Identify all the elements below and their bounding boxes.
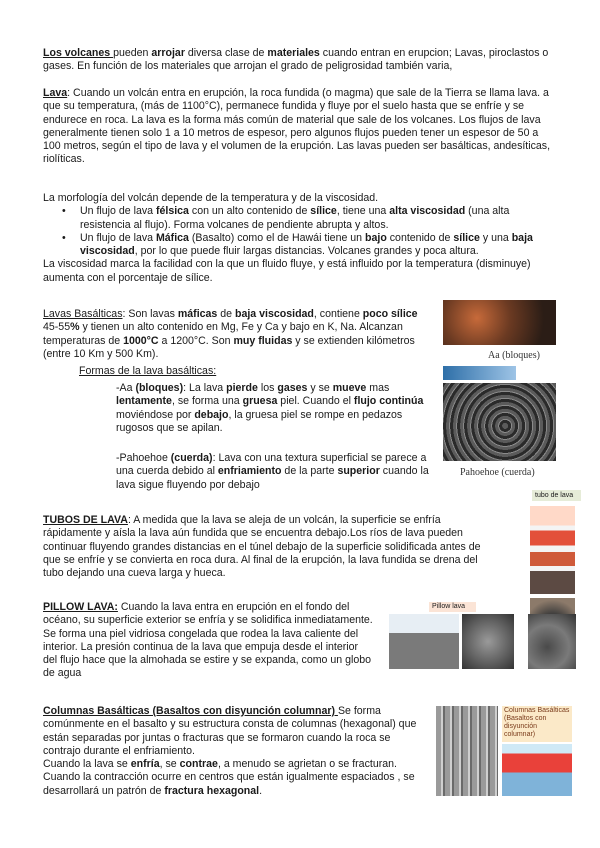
intro-paragraph: Los volcanes pueden arrojar diversa clase de materiales cuando entran en erupcion; Lavas, piroclastos o gases. En función de los materiales que arrojan el grado de peligrosidad también varia,: [43, 47, 549, 73]
pahoehoe-caption: Pahoehoe (cuerda): [460, 467, 535, 478]
lava-title: Lava: [43, 87, 68, 99]
aa-caption: Aa (bloques): [488, 350, 540, 361]
pillow-photo-1: [462, 614, 514, 669]
formas-title: Formas de la lava basálticas:: [79, 365, 217, 377]
pillow-label: Pillow lava: [429, 602, 476, 612]
basalticas-paragraph: Lavas Basálticas: Son lavas máficas de baja viscosidad, contiene poco sílice 45-55% y tienen un alto contenido en Mg, Fe y Ca y bajo en K, Na. Alcanzan temperaturas de 1000°C a 1200°C. Son muy fluidas y se extienden kilómetros (entre 10 Km y 500 Km).: [43, 308, 418, 360]
aa-lava-photo: [443, 300, 556, 345]
columnas-label: Columnas Basálticas (Basaltos con disyunción columnar): [502, 706, 572, 742]
pillow-paragraph: PILLOW LAVA: Cuando la lava entra en erupción en el fondo del océano, su superficie exterior se enfría y se solidifica inmediatamente. Se forma una piel vidriosa congelada que rodea la lava caliente del interior. La presión continua de la lava que empuja desde el interior del flujo hace que la almohada se estire y se expanda, como un globo de agua: [43, 601, 373, 680]
morfologia-list: [43, 205, 555, 258]
columnas-section: [43, 705, 421, 798]
columnas-title: Columnas Basálticas (Basaltos con disyunción columnar): [43, 705, 338, 717]
pillow-diagram: [389, 614, 459, 669]
columnas-text-1: Columnas Basálticas (Basaltos con disyunción columnar) Se forma comúnmente en el basalto y su estructura consta de columnas (hexagonal) que están separadas por juntas o fracturas que se formaron cuando la roca se contrajo durante el enfriamiento.: [43, 705, 417, 757]
intro-title: Los volcanes: [43, 47, 114, 59]
banner-strip: [443, 366, 516, 380]
list-item: • Un flujo de lava Máfica (Basalto) como el de Hawái tiene un bajo contenido de sílice y una baja viscosidad, por lo que puede fluir largas distancias. Volcanes grandes y poca altura.: [43, 232, 555, 259]
morfologia-closing: La viscosidad marca la facilidad con la que un fluido fluye, y está influido por la temperatura (disminuye) aumenta con el porcentaje de sílice.: [43, 258, 531, 284]
tubos-paragraph: TUBOS DE LAVA: A medida que la lava se aleja de un volcán, la superficie se enfría rápidamente y aísla la lava aún fundida que se encuentra debajo.Los ríos de lava pueden continuar fluyendo grandes distancias en el túnel debajo de la superficie solidificada antes de que se enfríe y se convierta en roca dura. Al final de la erupción, la lava fundida se drena del tubo dejando una cueva larga y hueca.: [43, 514, 481, 580]
aa-paragraph: -Aa (bloques): La lava pierde los gases y se mueve mas lentamente, se forma una gruesa piel. Cuando el flujo continúa moviéndose por debajo, la gruesa piel se rompe en pedazos rugosos que se apilan.: [116, 382, 424, 434]
morfologia-section: [43, 192, 555, 285]
pillow-photo-2: [528, 614, 576, 669]
columnas-diagram: [502, 744, 572, 796]
tubo-diagram: [530, 506, 575, 594]
pahoehoe-paragraph: -Pahoehoe (cuerda): Lava con una textura superficial se parece a una cuerda debido al enfriamiento de la parte superior cuando la lava sigue fluyendo por debajo: [116, 452, 429, 491]
columnas-photo: [436, 706, 498, 796]
basalticas-title: Lavas Basálticas: [43, 308, 123, 320]
columnas-text-2: Cuando la lava se enfría, se contrae, a menudo se agrietan o se fracturan. Cuando la contracción ocurre en centros que están igualmente espaciados , se desarrollará un patrón de fractura hexagonal.: [43, 758, 415, 797]
pahoehoe-lava-photo: [443, 383, 556, 461]
tubos-title: TUBOS DE LAVA: [43, 514, 128, 526]
pillow-title: PILLOW LAVA:: [43, 601, 118, 613]
list-item: • Un flujo de lava félsica con un alto contenido de sílice, tiene una alta viscosidad (una alta resistencia al flujo). Forma volcanes de pendiente abrupta y altos.: [43, 205, 555, 232]
tubo-label: tubo de lava: [532, 490, 581, 501]
lava-paragraph: Lava: Cuando un volcán entra en erupción, la roca fundida (o magma) que sale de la Tierra se llama lava. a que su temperatura, (más de 1100°C), permanece fundida y fluye por el suelo hasta que se enfríe y se endurece en roca. La lava es la forma más común de material que sale de los volcanes. Los flujos de lava generalmente tienen solo 1 a 10 metros de espesor, pero algunos flujos pueden tener un espesor de 50 a 100 metros, según el tipo de lava y el volumen de la erupción. Las lavas pueden ser basálticas, andesíticas, riolíticas.: [43, 87, 551, 166]
morfologia-intro: La morfología del volcán depende de la temperatura y de la viscosidad.: [43, 192, 379, 204]
